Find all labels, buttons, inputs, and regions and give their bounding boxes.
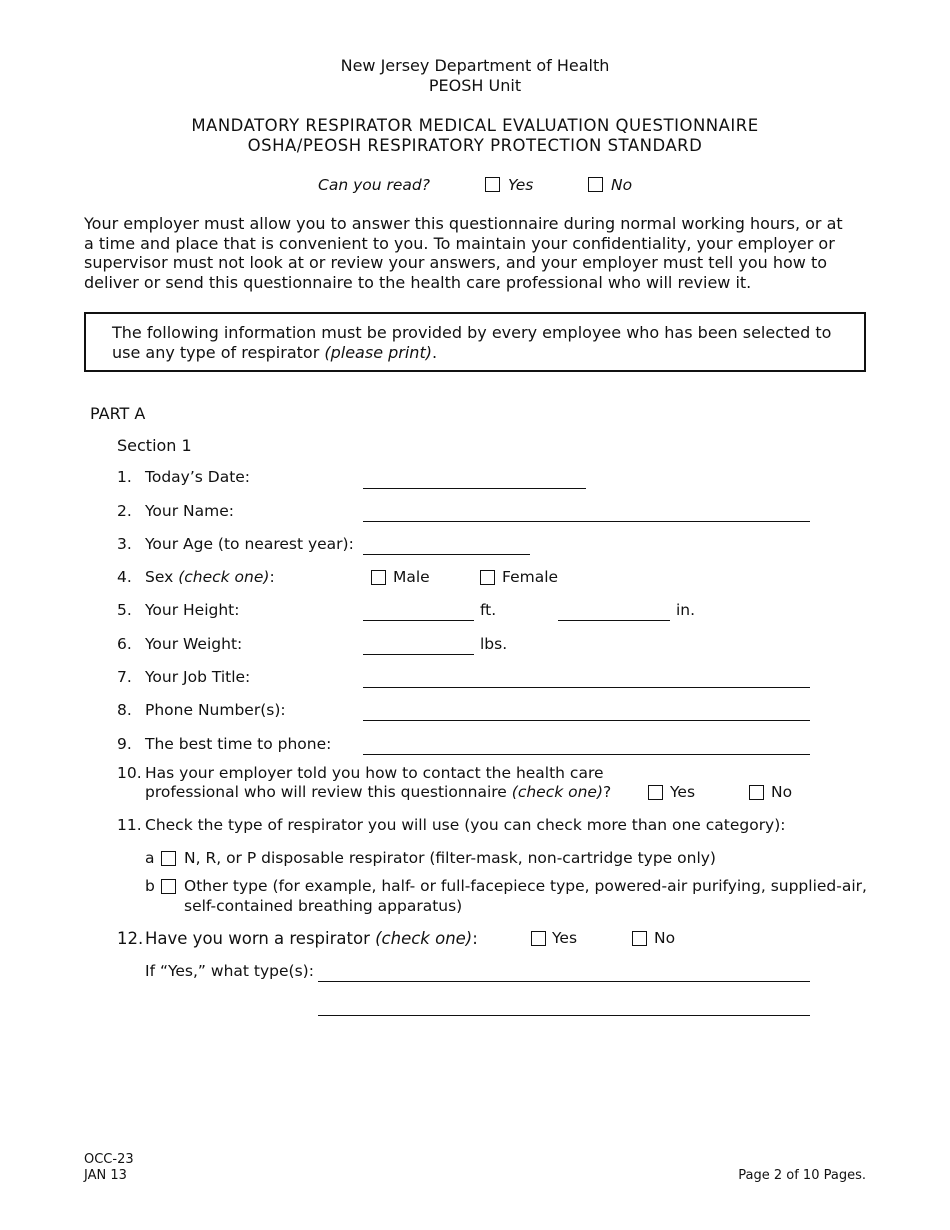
notice-text	[112, 323, 831, 363]
q12-check-one: (check one)	[375, 929, 473, 948]
q11-b-letter: b	[145, 877, 155, 895]
q10-yes-checkbox[interactable]	[648, 785, 663, 800]
intro-line-1: Your employer must allow you to answer this questionnaire during normal working hours, or at	[84, 214, 843, 233]
unit-name: PEOSH Unit	[428, 76, 522, 95]
phone-field[interactable]	[363, 720, 810, 721]
q12-no-checkbox[interactable]	[632, 931, 647, 946]
q12-no-label: No	[654, 929, 676, 947]
part-heading: PART A	[90, 404, 146, 423]
job-title-field[interactable]	[363, 687, 810, 688]
q11-disposable-checkbox[interactable]	[161, 851, 176, 866]
q5-number: 5.	[117, 601, 132, 619]
q11-label: Check the type of respirator you will use (you can check more than one category):	[145, 816, 786, 834]
q6-number: 6.	[117, 635, 132, 653]
q10-line-2-a: professional who will review this questionnaire	[145, 783, 512, 801]
q4-label	[145, 568, 275, 586]
q4-label-c: :	[269, 568, 275, 586]
respirator-type-field-2[interactable]	[318, 1015, 810, 1016]
page-number: Page 2 of 10 Pages.	[738, 1168, 866, 1183]
height-feet-field[interactable]	[363, 620, 474, 621]
q12-yes-label: Yes	[552, 929, 578, 947]
best-time-field[interactable]	[363, 754, 810, 755]
can-you-read-label: Can you read?	[318, 176, 430, 194]
q8-label: Phone Number(s):	[145, 701, 286, 719]
notice-line-1: The following information must be provided by every employee who has been selected to	[112, 323, 832, 342]
q12-yes-checkbox[interactable]	[531, 931, 546, 946]
q4-number: 4.	[117, 568, 132, 586]
q4-check-one: (check one)	[178, 568, 270, 586]
q10-number: 10.	[117, 764, 142, 782]
q3-number: 3.	[117, 535, 132, 553]
q11-b-line-1: Other type (for example, half- or full-facepiece type, powered-air purifying, supplied-air,	[184, 877, 867, 895]
q9-number: 9.	[117, 735, 132, 753]
read-no-label: No	[611, 176, 633, 194]
height-inches-field[interactable]	[558, 620, 670, 621]
notice-please-print: (please print)	[324, 343, 432, 362]
q10-no-label: No	[771, 783, 793, 801]
sex-male-checkbox[interactable]	[371, 570, 386, 585]
q8-number: 8.	[117, 701, 132, 719]
q2-number: 2.	[117, 502, 132, 520]
form-subtitle: OSHA/PEOSH RESPIRATORY PROTECTION STANDARD	[247, 136, 703, 155]
sex-female-checkbox[interactable]	[480, 570, 495, 585]
sex-male-label: Male	[393, 568, 430, 586]
q10-line-2-c: ?	[603, 783, 612, 801]
read-yes-label: Yes	[508, 176, 534, 194]
q12-followup-label: If “Yes,” what type(s):	[145, 962, 314, 980]
q5-label: Your Height:	[145, 601, 240, 619]
intro-line-4: deliver or send this questionnaire to the health care professional who will review it.	[84, 273, 752, 292]
q12-label-a: Have you worn a respirator	[145, 929, 376, 948]
name-field[interactable]	[363, 521, 810, 522]
feet-unit: ft.	[480, 601, 497, 619]
form-code: OCC-23	[84, 1152, 134, 1167]
q9-label: The best time to phone:	[145, 735, 332, 753]
notice-line-2-c: .	[431, 343, 438, 362]
q7-number: 7.	[117, 668, 132, 686]
q11-a-letter: a	[145, 849, 155, 867]
q4-label-a: Sex	[145, 568, 179, 586]
intro-line-3: supervisor must not look at or review your answers, and your employer must tell you how to	[84, 253, 828, 272]
q12-label	[145, 929, 478, 948]
sex-female-label: Female	[502, 568, 559, 586]
q10-check-one: (check one)	[511, 783, 604, 801]
respirator-type-field-1[interactable]	[318, 981, 810, 982]
q10-yes-label: Yes	[670, 783, 696, 801]
q12-number: 12.	[117, 929, 144, 948]
weight-field[interactable]	[363, 654, 474, 655]
q6-label: Your Weight:	[145, 635, 243, 653]
q12-label-c: :	[472, 929, 478, 948]
q11-number: 11.	[117, 816, 142, 834]
q10-line-2	[145, 783, 611, 801]
section-heading: Section 1	[117, 436, 192, 455]
read-yes-checkbox[interactable]	[485, 177, 500, 192]
q10-line-1: Has your employer told you how to contact the health care	[145, 764, 604, 782]
lbs-unit: lbs.	[480, 635, 508, 653]
q3-label: Your Age (to nearest year):	[145, 535, 354, 553]
form-title: MANDATORY RESPIRATOR MEDICAL EVALUATION QUESTIONNAIRE	[191, 116, 759, 135]
q1-label: Today’s Date:	[145, 468, 251, 486]
q10-no-checkbox[interactable]	[749, 785, 764, 800]
notice-box	[84, 312, 866, 372]
q11-other-type-checkbox[interactable]	[161, 879, 176, 894]
age-field[interactable]	[363, 554, 530, 555]
inches-unit: in.	[676, 601, 696, 619]
q1-number: 1.	[117, 468, 132, 486]
q2-label: Your Name:	[145, 502, 234, 520]
q11-b-line-2: self-contained breathing apparatus)	[184, 897, 463, 915]
read-no-checkbox[interactable]	[588, 177, 603, 192]
org-name: New Jersey Department of Health	[340, 56, 610, 75]
q11-a-text: N, R, or P disposable respirator (filter-mask, non-cartridge type only)	[184, 849, 716, 867]
q7-label: Your Job Title:	[145, 668, 251, 686]
intro-line-2: a time and place that is convenient to you. To maintain your confidentiality, your employer or	[84, 234, 835, 253]
notice-line-2	[112, 343, 831, 363]
form-date: JAN 13	[84, 1168, 127, 1183]
notice-line-2-a: use any type of respirator	[112, 343, 325, 362]
todays-date-field[interactable]	[363, 488, 586, 489]
